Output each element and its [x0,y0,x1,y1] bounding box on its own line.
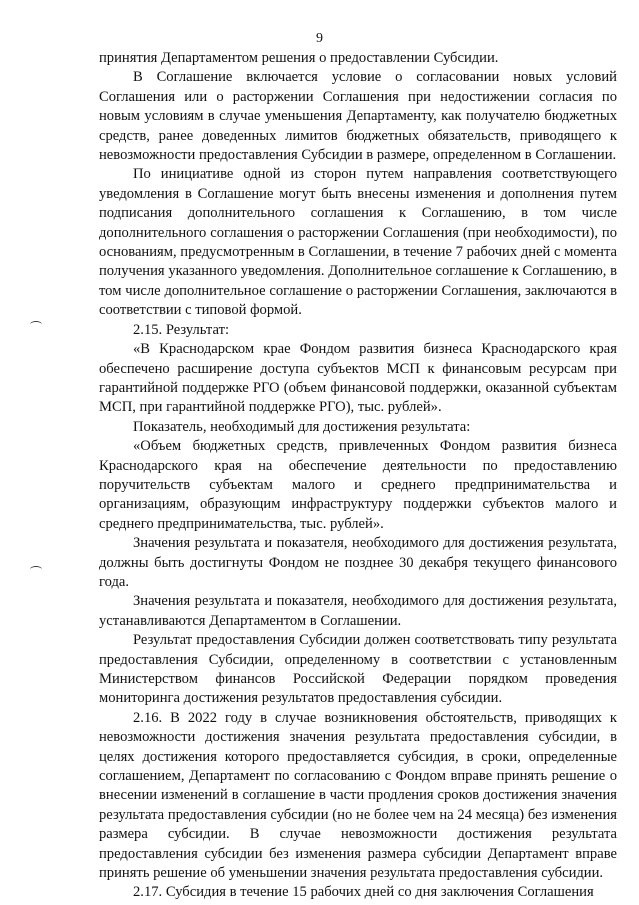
paragraph-result-type: Результат предоставления Субсидии должен соответствовать типу результата предоставления Субсидии, определенному в соответствии с установленным Министерством финансов Российской Федерации порядком проведения мониторинга достижения результатов предоставления субсидии. [99,632,617,707]
paragraph-result-deadline: Значения результата и показателя, необходимого для достижения результата, должны быть достигнуты Фондом не позднее 30 декабря текущего финансового года. [99,535,617,590]
paragraph-indicator-definition: «Объем бюджетных средств, привлеченных Фондом развития бизнеса Краснодарского края на обеспечение деятельности по предоставлению поручительств субъектам малого и среднего предпринимательства и организациям, образующим инфраструктуру поддержки субъектов малого и среднего предпринимательства, тыс. рублей». [99,438,617,532]
paragraph-agreement-conditions: В Соглашение включается условие о согласовании новых условий Соглашения или о расторжении Соглашения при недостижении согласия по новым условиям в случае уменьшения Департаменту, как получателю бюджетных средств, ранее доведенных лимитов бюджетных обязательств, приводящего к невозможности предоставления Субсидии в размере, определенном в Соглашении. [99,69,617,164]
section-2-17: 2.17. Субсидия в течение 15 рабочих дней со дня заключения Соглашения [133,884,594,901]
paragraph-agreement-amendments: По инициативе одной из сторон путем направления соответствующего уведомления в Соглашение могут быть внесены изменения и дополнения путем подписания дополнительного соглашения к Соглашению, в том числе дополнительного соглашения о расторжении Соглашения (при необходимости), по основаниям, предусмотренным в Соглашении, в течение 7 рабочих дней с момента получения указанного уведомления. Дополнительное соглашение к Соглашению, в том числе дополнительное соглашение о расторжении Соглашения, заключаются в соответствии с типовой формой. [99,166,617,319]
document-body [99,49,617,903]
paragraph-result-values: Значения результата и показателя, необходимого для достижения результата, устанавливаются Департаментом в Соглашении. [99,593,617,629]
margin-mark [30,566,42,573]
page-number: 9 [316,31,323,46]
margin-mark [30,321,42,328]
section-2-16: 2.16. В 2022 году в случае возникновения обстоятельств, приводящих к невозможности достижения значения результата предоставления субсидии, в целях достижения которого предоставляется субсидия, в сроки, определенные соглашением, Департамент по согласованию с Фондом вправе принять решение о внесении изменений в соглашение в части продления сроков достижения значения результата предоставления субсидии (но не более чем на 24 месяца) без изменения размера субсидии. В случае невозможности достижения результата предоставления субсидии без изменения размера субсидии Департамент вправе принять решение об уменьшении значения результата предоставления субсидии. [99,709,617,882]
paragraph-result-definition: «В Краснодарском крае Фондом развития бизнеса Краснодарского края обеспечено расширение доступа субъектов МСП к финансовым ресурсам при гарантийной поддержке РГО (объем финансовой поддержки, оказанной субъектам МСП, при гарантийной поддержке РГО), тыс. рублей». [99,341,617,416]
section-2-15-heading: 2.15. Результат: [133,321,229,338]
paragraph-indicator-heading: Показатель, необходимый для достижения результата: [133,418,471,435]
paragraph-continuation: принятия Департаментом решения о предоставлении Субсидии. [99,50,499,66]
